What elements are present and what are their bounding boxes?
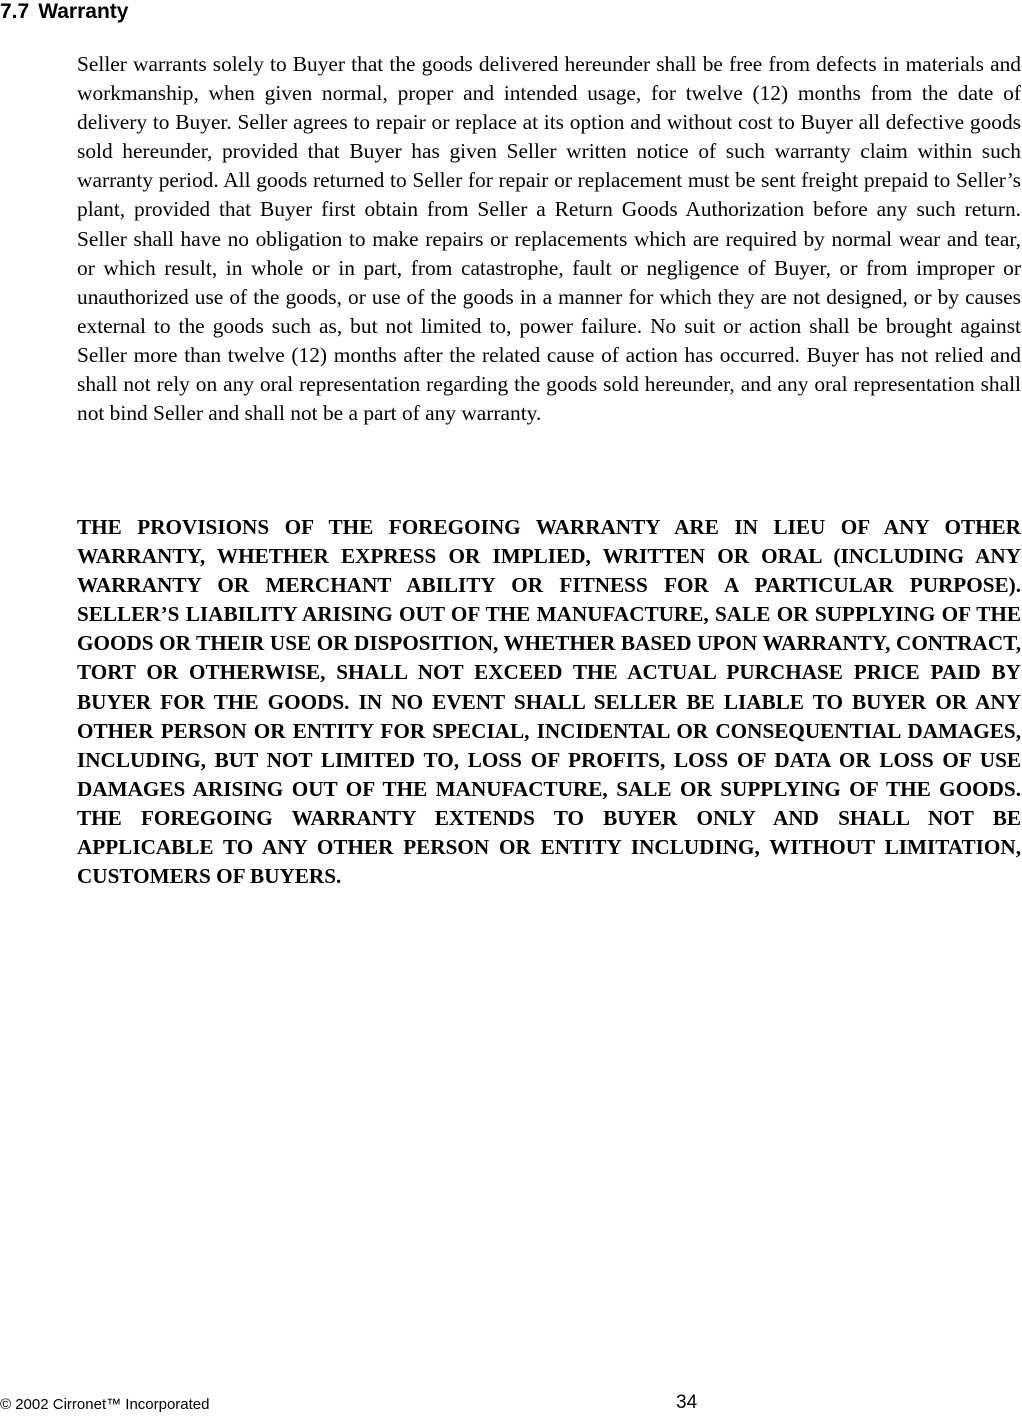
warranty-paragraph: Seller warrants solely to Buyer that the goods delivered hereunder shall be free from defects in materials and workmanship, when given normal, proper and intended usage, for twelve (12) months from the date of delivery to Buyer. Seller agrees to repair or replace at its option and without cost to Buyer all defective goods sold hereunder, provided that Buyer has given Seller written notice of such warranty claim within such warranty period. All goods returned to Seller for repair or replacement must be sent freight prepaid to Seller’s plant, provided that Buyer first obtain from Seller a Return Goods Authorization before any such return. Seller shall have no obligation to make repairs or replacements which are required by normal wear and tear, or which result, in whole or in part, from catastrophe, fault or negligence of Buyer, or from improper or unauthorized use of the goods, or use of the goods in a manner for which they are not designed, or by causes external to the goods such as, but not limited to, power failure. No suit or action shall be brought against Seller more than twelve (12) months after the related cause of action has occurred. Buyer has not relied and shall not rely on any oral representation regarding the goods sold hereunder, and any oral representation shall not bind Seller and shall not be a part of any warranty. <box>77 52 1021 426</box>
page-number: 34 <box>676 1392 698 1413</box>
warranty-disclaimer-paragraph: THE PROVISIONS OF THE FOREGOING WARRANTY ARE IN LIEU OF ANY OTHER WARRANTY, WHETHER EXPRESS OR IMPLIED, WRITTEN OR ORAL (INCLUDING ANY WARRANTY OR MERCHANT ABILITY OR FITNESS FOR A PARTICULAR PURPOSE). SELLER’S LIABILITY ARISING OUT OF THE MANUFACTURE, SALE OR SUPPLYING OF THE GOODS OR THEIR USE OR DISPOSITION, WHETHER BASED UPON WARRANTY, CONTRACT, TORT OR OTHERWISE, SHALL NOT EXCEED THE ACTUAL PURCHASE PRICE PAID BY BUYER FOR THE GOODS. IN NO EVENT SHALL SELLER BE LIABLE TO BUYER OR ANY OTHER PERSON OR ENTITY FOR SPECIAL, INCIDENTAL OR CONSEQUENTIAL DAMAGES, INCLUDING, BUT NOT LIMITED TO, LOSS OF PROFITS, LOSS OF DATA OR LOSS OF USE DAMAGES ARISING OUT OF THE MANUFACTURE, SALE OR SUPPLYING OF THE GOODS. THE FOREGOING WARRANTY EXTENDS TO BUYER ONLY AND SHALL NOT BE APPLICABLE TO ANY OTHER PERSON OR ENTITY INCLUDING, WITHOUT LIMITATION, CUSTOMERS OF BUYERS. <box>77 515 1021 889</box>
footer-copyright: © 2002 Cirronet™ Incorporated <box>0 1396 210 1413</box>
section-heading <box>0 0 128 24</box>
section-number: 7.7 <box>0 0 30 23</box>
section-title: Warranty <box>38 0 129 23</box>
